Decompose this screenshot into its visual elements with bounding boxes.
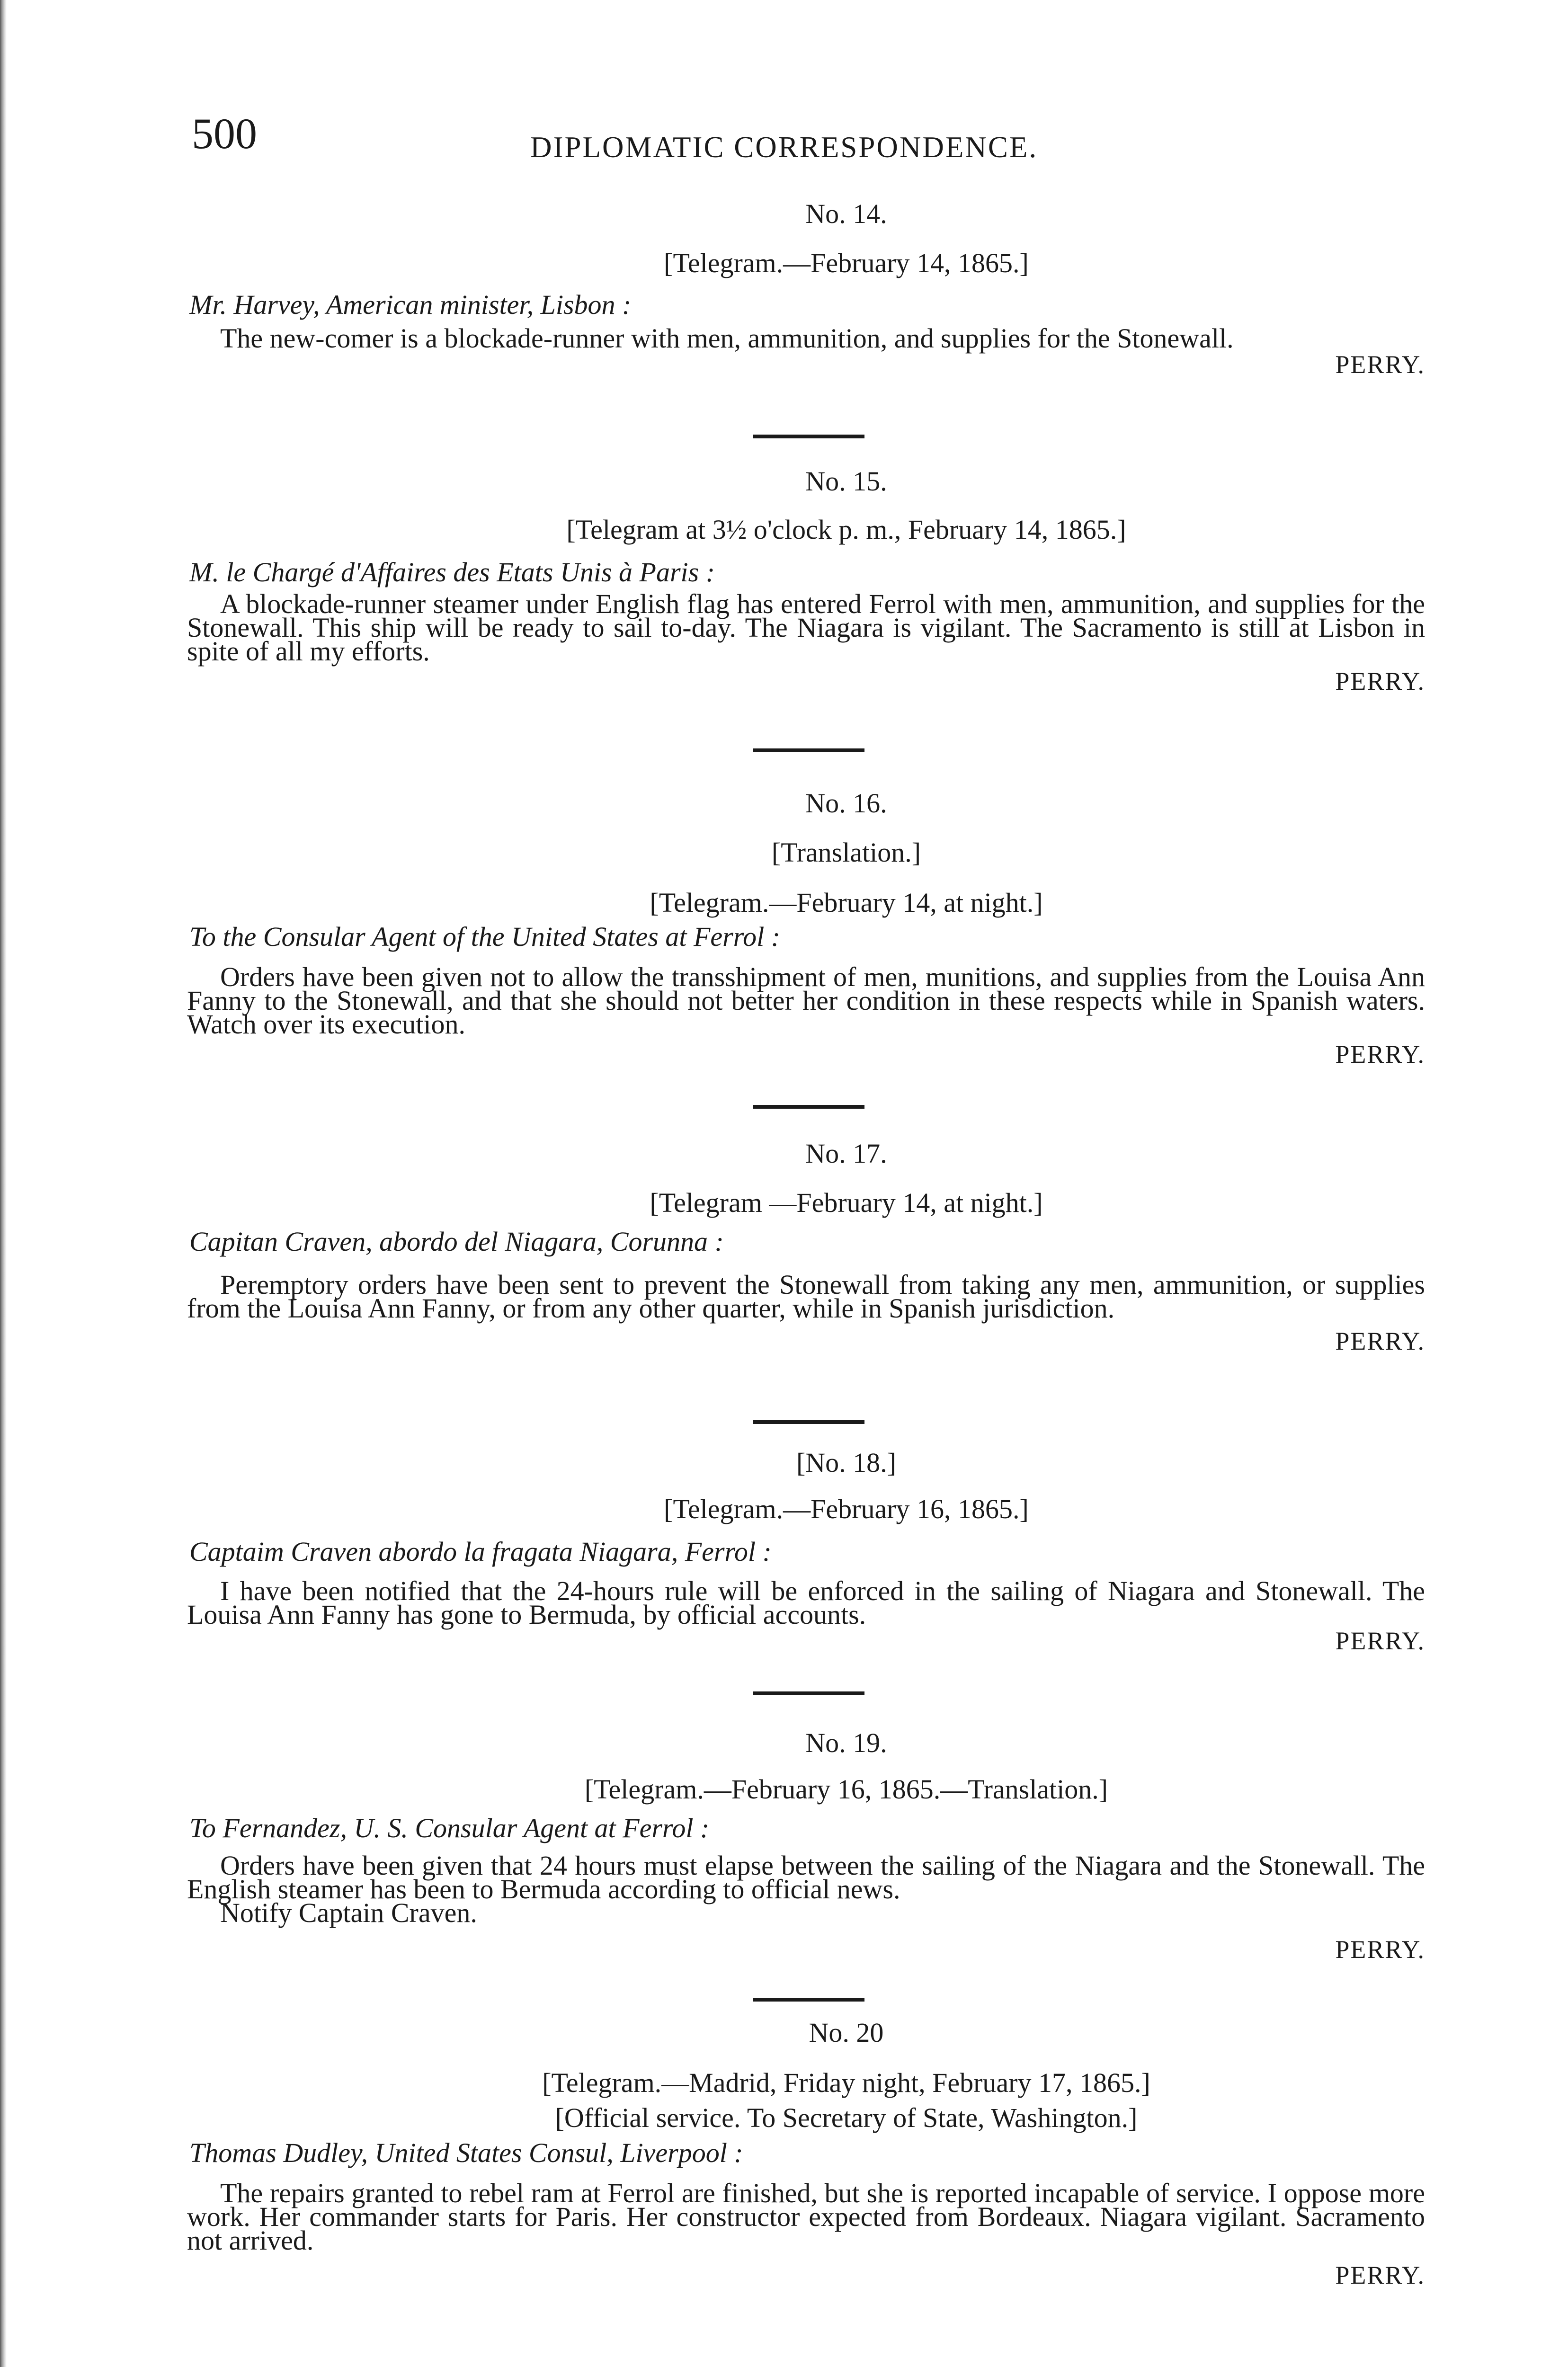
message-body: A blockade-runner steamer under English flag has entered Ferrol with men, ammunition, and supplies for the Stonewall. This ship will be ready to sail to-day. The Niagara is vigilant. The Sacramento is still at Lisbon in spite of all my efforts. <box>187 588 1425 667</box>
document-number: No. 17. <box>805 1138 887 1169</box>
addressee: M. le Chargé d'Affaires des Etats Unis à Paris : <box>189 557 715 587</box>
section-divider <box>753 1998 864 2002</box>
signature: PERRY. <box>1335 1327 1425 1355</box>
addressee: To the Consular Agent of the United States at Ferrol : <box>189 921 781 952</box>
document-section-18 <box>187 1448 1425 1655</box>
telegram-heading: [Telegram at 3½ o'clock p. m., February 14, 1865.] <box>566 514 1126 545</box>
telegram-heading: [Telegram —February 14, at night.] <box>650 1187 1043 1218</box>
section-divider <box>753 1105 864 1109</box>
telegram-heading: [Telegram.—February 14, 1865.] <box>664 248 1029 278</box>
document-section-15 <box>187 466 1425 695</box>
document-number: No. 20 <box>809 2017 884 2048</box>
document-section-19 <box>187 1728 1425 1964</box>
telegram-heading: [Telegram.—February 16, 1865.—Translation.] <box>584 1774 1108 1805</box>
document-section-16 <box>187 788 1425 1068</box>
document-number: No. 19. <box>805 1727 887 1758</box>
addressee: Captaim Craven abordo la fragata Niagara, Ferrol : <box>189 1536 772 1567</box>
message-body: The repairs granted to rebel ram at Ferrol are finished, but she is reported incapable of service. I oppose more work. Her commander starts for Paris. Her constructor expected from Bordeaux. Niagara vigilant. Sacramento not arrived. <box>187 2178 1425 2256</box>
document-section-17 <box>187 1139 1425 1355</box>
signature: PERRY. <box>1335 1627 1425 1655</box>
section-divider <box>753 748 864 752</box>
signature: PERRY. <box>1335 2261 1425 2289</box>
section-divider <box>753 1420 864 1424</box>
document-number: No. 16. <box>805 788 887 819</box>
document-number: No. 15. <box>805 466 887 497</box>
signature: PERRY. <box>1335 1935 1425 1964</box>
document-section-14 <box>187 199 1425 379</box>
message-body: Peremptory orders have been sent to prevent the Stonewall from taking any men, ammunition, or supplies from the Louisa Ann Fanny, or from any other quarter, while in Spanish jurisdiction. <box>187 1269 1425 1324</box>
page-number: 500 <box>192 109 257 158</box>
addressee: Capitan Craven, abordo del Niagara, Corunna : <box>189 1226 724 1257</box>
message-body: Orders have been given that 24 hours must elapse between the sailing of the Niagara and the Stonewall. The English steamer has been to Bermuda according to official news. <box>187 1850 1425 1904</box>
addressee: Mr. Harvey, American minister, Lisbon : <box>189 289 632 320</box>
message-closing-line: Notify Captain Craven. <box>220 1897 477 1928</box>
page-binding-edge <box>0 0 7 2367</box>
document-number: No. 14. <box>805 198 887 229</box>
signature: PERRY. <box>1335 1040 1425 1068</box>
telegram-heading: [Telegram.—February 14, at night.] <box>650 887 1043 918</box>
section-divider <box>753 435 864 438</box>
translation-heading: [Translation.] <box>771 837 921 868</box>
document-number: [No. 18.] <box>796 1447 896 1478</box>
document-section-20 <box>187 2018 1425 2289</box>
signature: PERRY. <box>1335 350 1425 379</box>
addressee: Thomas Dudley, United States Consul, Liverpool : <box>189 2137 743 2168</box>
official-service-heading: [Official service. To Secretary of State, Washington.] <box>555 2102 1138 2133</box>
section-divider <box>753 1691 864 1695</box>
signature: PERRY. <box>1335 667 1425 695</box>
telegram-heading: [Telegram.—Madrid, Friday night, February 17, 1865.] <box>542 2067 1150 2098</box>
message-body: Orders have been given not to allow the transshipment of men, munitions, and supplies from the Louisa Ann Fanny to the Stonewall, and that she should not better her condition in these respects while in Spanish waters. Watch over its execution. <box>187 961 1425 1040</box>
telegram-heading: [Telegram.—February 16, 1865.] <box>664 1494 1029 1524</box>
running-title: DIPLOMATIC CORRESPONDENCE. <box>530 131 1038 164</box>
addressee: To Fernandez, U. S. Consular Agent at Ferrol : <box>189 1813 710 1843</box>
message-body: I have been notified that the 24-hours rule will be enforced in the sailing of Niagara and Stonewall. The Louisa Ann Fanny has gone to Bermuda, by official accounts. <box>187 1575 1425 1630</box>
message-body: The new-comer is a blockade-runner with men, ammunition, and supplies for the Stonewall. <box>220 323 1234 354</box>
